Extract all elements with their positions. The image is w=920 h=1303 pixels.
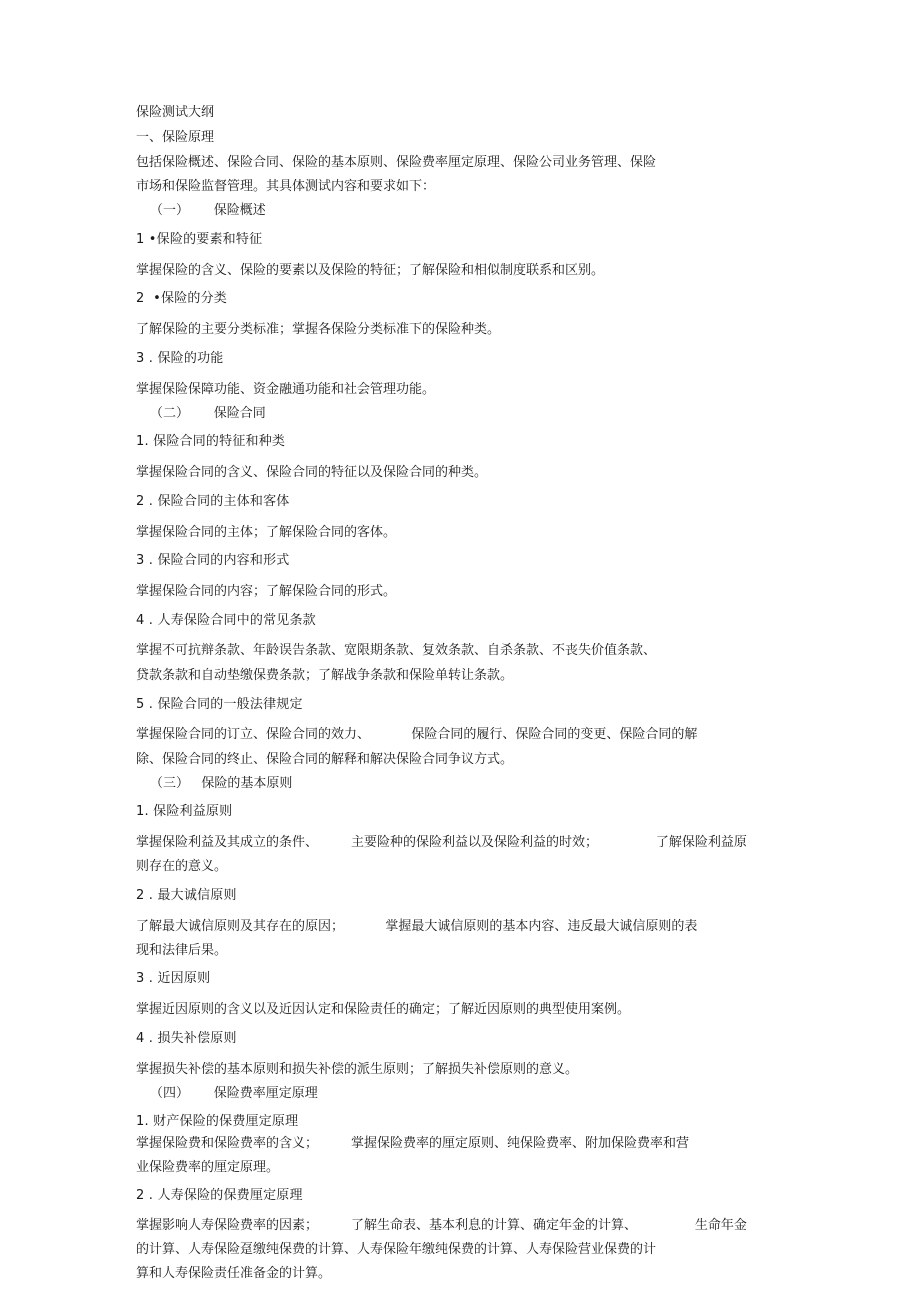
item-title: 5 . 保险合同的一般法律规定 (136, 697, 303, 712)
item-title: 2 •保险的分类 (136, 291, 228, 306)
item-body: 了解保险的主要分类标准；掌握各保险分类标准下的保险种类。 (136, 322, 501, 337)
subsection-heading: （二） 保险合同 (150, 406, 266, 421)
item-body: 掌握保险合同的内容；了解保险合同的形式。 (136, 584, 397, 599)
item-title: 1. 保险利益原则 (136, 804, 233, 819)
item-title: 3 . 近因原则 (136, 971, 211, 986)
intro-line: 市场和保险监督管理。其具体测试内容和要求如下： (136, 179, 436, 194)
subsection-heading: （一） 保险概述 (150, 203, 266, 218)
item-body: 现和法律后果。 (136, 943, 228, 958)
item-body: 掌握保险费和保险费率的含义； 掌握保险费率的厘定原则、纯保险费率、附加保险费率和营 (136, 1136, 690, 1151)
item-body: 掌握保险合同的订立、保险合同的效力、 保险合同的履行、保险合同的变更、保险合同的解 (136, 727, 698, 742)
item-body: 掌握不可抗辩条款、年龄误告条款、宽限期条款、复效条款、自杀条款、不丧失价值条款、 (136, 643, 657, 658)
item-title: 1. 财产保险的保费厘定原理 (136, 1114, 299, 1129)
item-body: 掌握保险利益及其成立的条件、 主要险种的保险利益以及保险利益的时效； 了解保险利益原 (136, 835, 747, 850)
item-title: 2 . 最大诚信原则 (136, 888, 237, 903)
item-body: 的计算、人寿保险趸缴纯保费的计算、人寿保险年缴纯保费的计算、人寿保险营业保费的计 (136, 1242, 657, 1257)
document-title: 保险测试大纲 (136, 105, 215, 120)
item-body: 则存在的意义。 (136, 859, 228, 874)
subsection-heading: （四） 保险费率厘定原理 (150, 1086, 318, 1101)
item-body: 掌握保险保障功能、资金融通功能和社会管理功能。 (136, 382, 436, 397)
item-title: 3 . 保险合同的内容和形式 (136, 553, 290, 568)
item-body: 业保险费率的厘定原理。 (136, 1160, 280, 1175)
item-body: 掌握近因原则的含义以及近因认定和保险责任的确定；了解近因原则的典型使用案例。 (136, 1002, 631, 1017)
item-body: 贷款条款和自动垫缴保费条款；了解战争条款和保险单转让条款。 (136, 668, 514, 683)
section-heading: 一、保险原理 (136, 130, 215, 145)
item-title: 4 . 损失补偿原则 (136, 1031, 237, 1046)
item-title: 3 . 保险的功能 (136, 351, 224, 366)
item-body: 掌握保险合同的含义、保险合同的特征以及保险合同的种类。 (136, 465, 488, 480)
item-body: 掌握保险合同的主体；了解保险合同的客体。 (136, 525, 397, 540)
item-body: 掌握影响人寿保险费率的因素； 了解生命表、基本利息的计算、确定年金的计算、 生命年金 (136, 1218, 747, 1233)
item-body: 除、保险合同的终止、保险合同的解释和解决保险合同争议方式。 (136, 752, 514, 767)
subsection-heading: （三） 保险的基本原则 (150, 776, 293, 791)
item-body: 掌握保险的含义、保险的要素以及保险的特征；了解保险和相似制度联系和区别。 (136, 263, 605, 278)
item-body: 算和人寿保险责任准备金的计算。 (136, 1266, 332, 1281)
item-body: 了解最大诚信原则及其存在的原因； 掌握最大诚信原则的基本内容、违反最大诚信原则的表 (136, 919, 698, 934)
item-title: 2 . 人寿保险的保费厘定原理 (136, 1188, 303, 1203)
item-body: 掌握损失补偿的基本原则和损失补偿的派生原则；了解损失补偿原则的意义。 (136, 1062, 579, 1077)
item-title: 1 •保险的要素和特征 (136, 232, 263, 247)
item-title: 2 . 保险合同的主体和客体 (136, 494, 290, 509)
item-title: 1. 保险合同的特征和种类 (136, 434, 286, 449)
item-title: 4 . 人寿保险合同中的常见条款 (136, 613, 316, 628)
intro-line: 包括保险概述、保险合同、保险的基本原则、保险费率厘定原理、保险公司业务管理、保险 (136, 155, 657, 170)
